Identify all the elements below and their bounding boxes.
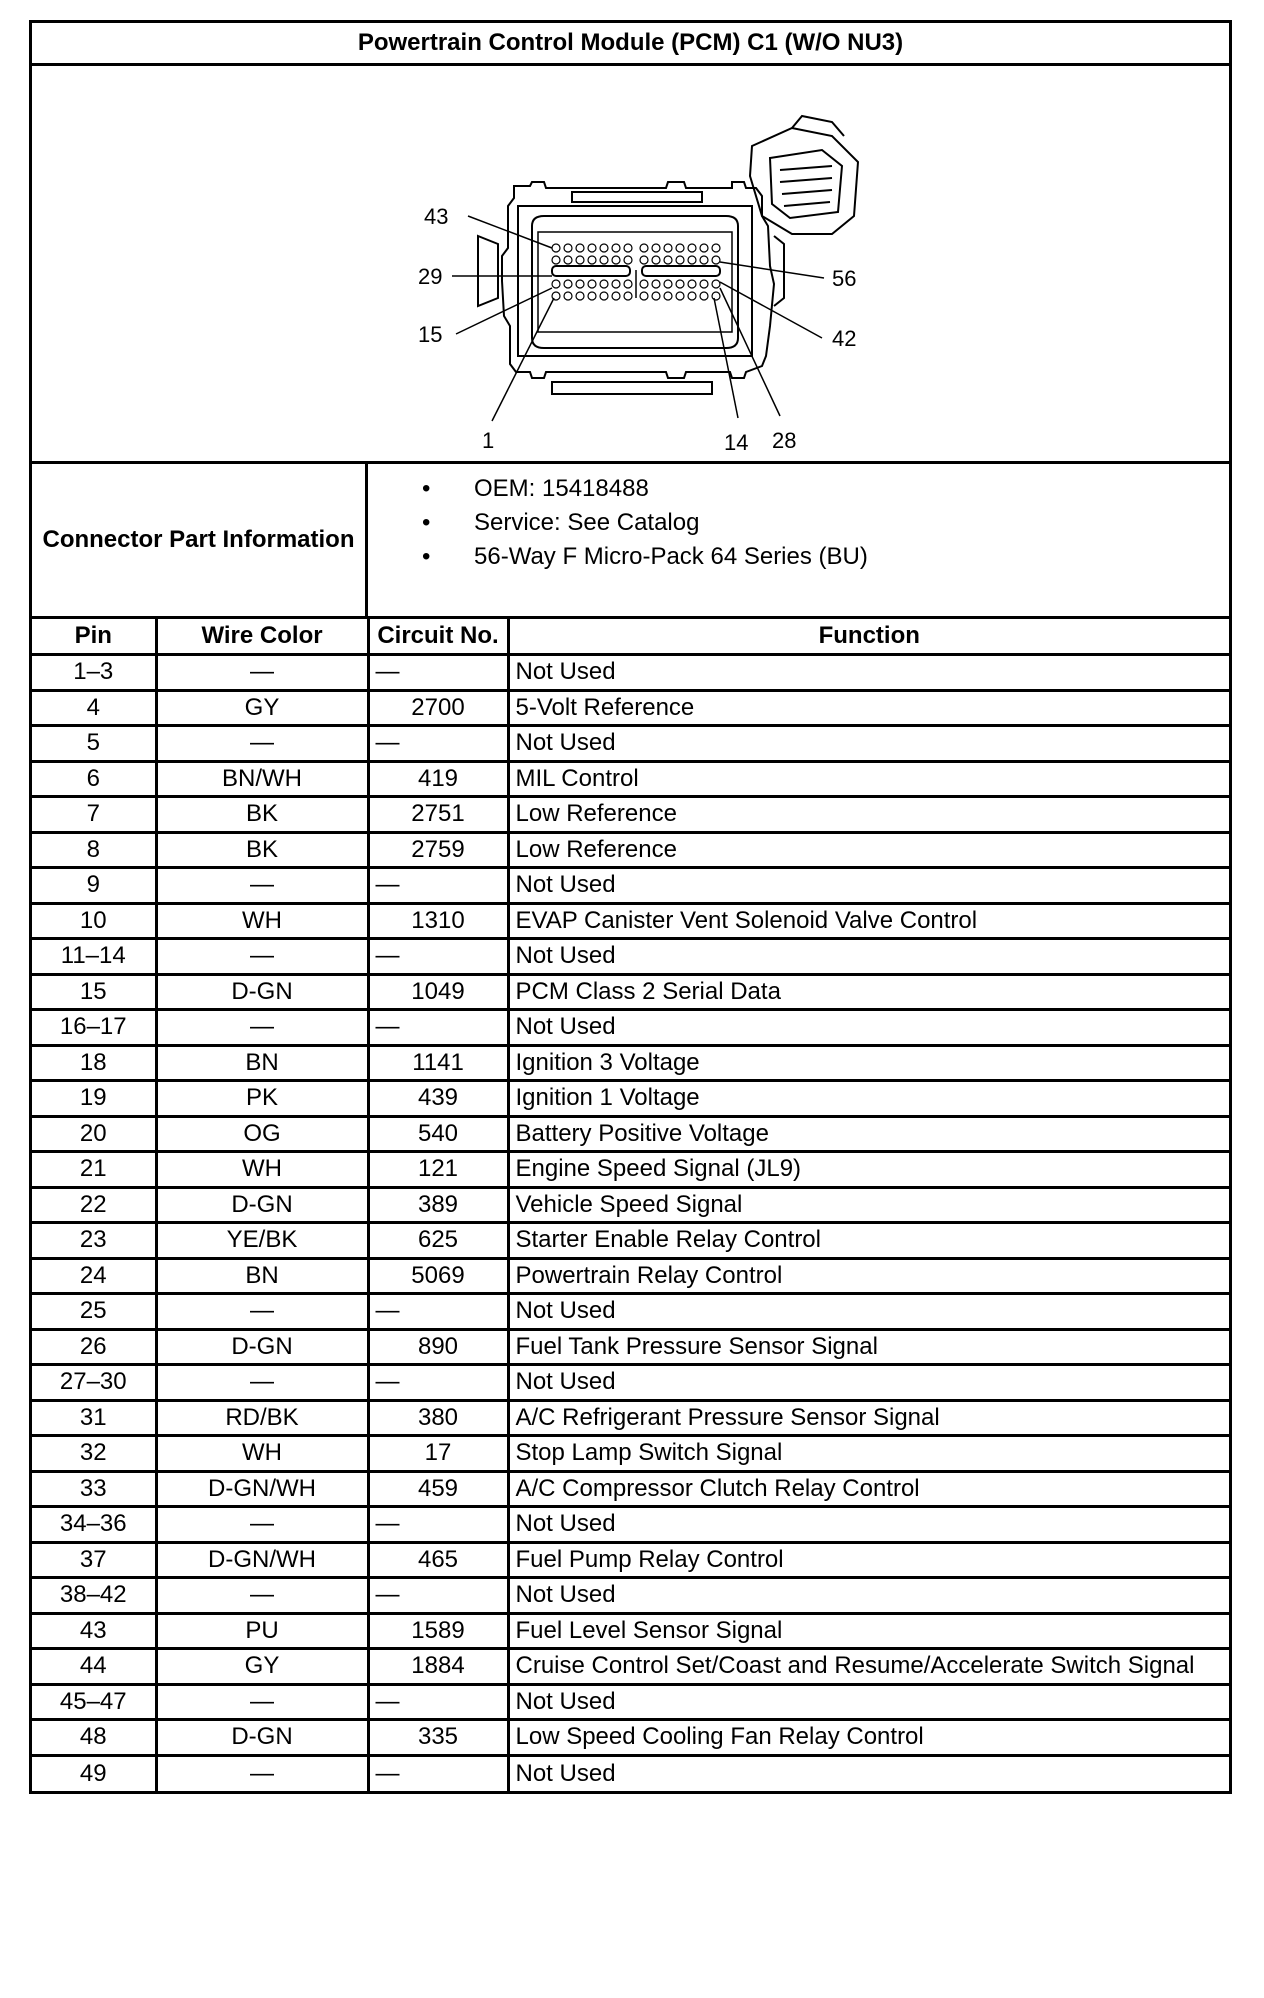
wire-color-cell: D-GN	[156, 1187, 368, 1223]
pin-cell: 7	[32, 797, 156, 833]
circuit-cell: 465	[368, 1542, 508, 1578]
pin-cell: 31	[32, 1400, 156, 1436]
table-row	[32, 868, 1229, 904]
table-row	[32, 1649, 1229, 1685]
table-row	[32, 1720, 1229, 1756]
wire-color-cell: D-GN/WH	[156, 1542, 368, 1578]
function-cell: MIL Control	[508, 761, 1229, 797]
wire-color-cell: D-GN	[156, 1720, 368, 1756]
table-row	[32, 939, 1229, 975]
circuit-cell: 540	[368, 1116, 508, 1152]
wire-color-cell: —	[156, 939, 368, 975]
function-cell: A/C Compressor Clutch Relay Control	[508, 1471, 1229, 1507]
function-cell: Not Used	[508, 1684, 1229, 1720]
function-cell: A/C Refrigerant Pressure Sensor Signal	[508, 1400, 1229, 1436]
table-row	[32, 1507, 1229, 1543]
table-row	[32, 1081, 1229, 1117]
header-function: Function	[508, 619, 1229, 655]
wire-color-cell: —	[156, 1010, 368, 1046]
connector-side-view-icon	[750, 116, 858, 234]
function-cell: PCM Class 2 Serial Data	[508, 974, 1229, 1010]
wire-color-cell: —	[156, 1365, 368, 1401]
wire-color-cell: PK	[156, 1081, 368, 1117]
table-row	[32, 1223, 1229, 1259]
table-row	[32, 1010, 1229, 1046]
wire-color-cell: GY	[156, 690, 368, 726]
function-cell: Not Used	[508, 1294, 1229, 1330]
pin-cell: 22	[32, 1187, 156, 1223]
wire-color-cell: —	[156, 1578, 368, 1614]
table-row	[32, 1045, 1229, 1081]
circuit-cell: 625	[368, 1223, 508, 1259]
wire-color-cell: BN	[156, 1258, 368, 1294]
circuit-cell: 2759	[368, 832, 508, 868]
pin-cell: 45–47	[32, 1684, 156, 1720]
circuit-cell: 5069	[368, 1258, 508, 1294]
wire-color-cell: —	[156, 1755, 368, 1791]
wire-color-cell: D-GN	[156, 974, 368, 1010]
pin-cell: 5	[32, 726, 156, 762]
pin-cell: 11–14	[32, 939, 156, 975]
circuit-cell: —	[368, 868, 508, 904]
table-row	[32, 1116, 1229, 1152]
circuit-cell: 389	[368, 1187, 508, 1223]
pin-cell: 32	[32, 1436, 156, 1472]
circuit-cell: —	[368, 1010, 508, 1046]
circuit-cell: 1884	[368, 1649, 508, 1685]
pin-label-43: 43	[424, 204, 449, 229]
info-item-oem: • OEM: 15418488	[422, 472, 1229, 506]
table-row	[32, 690, 1229, 726]
circuit-cell: 890	[368, 1329, 508, 1365]
connector-diagram	[32, 66, 1229, 464]
header-circuit-no: Circuit No.	[368, 619, 508, 655]
pin-cell: 34–36	[32, 1507, 156, 1543]
circuit-cell: —	[368, 655, 508, 691]
function-cell: Ignition 1 Voltage	[508, 1081, 1229, 1117]
wire-color-cell: BN/WH	[156, 761, 368, 797]
wire-color-cell: YE/BK	[156, 1223, 368, 1259]
pin-cell: 25	[32, 1294, 156, 1330]
wire-color-cell: —	[156, 1684, 368, 1720]
table-row	[32, 1684, 1229, 1720]
pin-cell: 15	[32, 974, 156, 1010]
sheet-title: Powertrain Control Module (PCM) C1 (W/O NU3)	[32, 23, 1229, 66]
table-row	[32, 1400, 1229, 1436]
table-row	[32, 903, 1229, 939]
pin-label-1: 1	[482, 428, 495, 453]
pin-cell: 20	[32, 1116, 156, 1152]
pin-cell: 16–17	[32, 1010, 156, 1046]
pin-cell: 38–42	[32, 1578, 156, 1614]
pin-cell: 23	[32, 1223, 156, 1259]
circuit-cell: —	[368, 1507, 508, 1543]
pin-cell: 4	[32, 690, 156, 726]
function-cell: Not Used	[508, 1507, 1229, 1543]
pin-label-28: 28	[772, 428, 797, 453]
function-cell: Fuel Tank Pressure Sensor Signal	[508, 1329, 1229, 1365]
function-cell: EVAP Canister Vent Solenoid Valve Control	[508, 903, 1229, 939]
circuit-cell: 439	[368, 1081, 508, 1117]
wire-color-cell: —	[156, 655, 368, 691]
info-item-service: • Service: See Catalog	[422, 506, 1229, 540]
wire-color-cell: WH	[156, 903, 368, 939]
circuit-cell: 1141	[368, 1045, 508, 1081]
circuit-cell: 17	[368, 1436, 508, 1472]
function-cell: Not Used	[508, 1578, 1229, 1614]
wire-color-cell: BK	[156, 832, 368, 868]
pin-cell: 8	[32, 832, 156, 868]
pin-cell: 26	[32, 1329, 156, 1365]
wire-color-cell: —	[156, 726, 368, 762]
function-cell: Vehicle Speed Signal	[508, 1187, 1229, 1223]
circuit-cell: —	[368, 1755, 508, 1791]
pin-cell: 27–30	[32, 1365, 156, 1401]
table-header-row	[32, 619, 1229, 655]
wire-color-cell: PU	[156, 1613, 368, 1649]
wire-color-cell: BN	[156, 1045, 368, 1081]
pin-label-56: 56	[832, 266, 857, 291]
pinout-table	[32, 619, 1229, 1791]
pin-label-14: 14	[724, 430, 749, 455]
pin-cell: 9	[32, 868, 156, 904]
function-cell: Low Reference	[508, 797, 1229, 833]
connector-info-label: Connector Part Information	[32, 464, 368, 616]
wire-color-cell: WH	[156, 1436, 368, 1472]
pin-cell: 33	[32, 1471, 156, 1507]
function-cell: Powertrain Relay Control	[508, 1258, 1229, 1294]
circuit-cell: 335	[368, 1720, 508, 1756]
circuit-cell: —	[368, 726, 508, 762]
table-row	[32, 1294, 1229, 1330]
function-cell: Not Used	[508, 939, 1229, 975]
circuit-cell: 1589	[368, 1613, 508, 1649]
table-row	[32, 655, 1229, 691]
circuit-cell: 121	[368, 1152, 508, 1188]
circuit-cell: 419	[368, 761, 508, 797]
wire-color-cell: GY	[156, 1649, 368, 1685]
table-row	[32, 832, 1229, 868]
table-row	[32, 726, 1229, 762]
pin-cell: 18	[32, 1045, 156, 1081]
circuit-cell: —	[368, 1578, 508, 1614]
circuit-cell: —	[368, 1294, 508, 1330]
table-row	[32, 1329, 1229, 1365]
table-row	[32, 1365, 1229, 1401]
wire-color-cell: D-GN	[156, 1329, 368, 1365]
function-cell: 5-Volt Reference	[508, 690, 1229, 726]
circuit-cell: —	[368, 1684, 508, 1720]
function-cell: Low Speed Cooling Fan Relay Control	[508, 1720, 1229, 1756]
header-wire-color: Wire Color	[156, 619, 368, 655]
function-cell: Starter Enable Relay Control	[508, 1223, 1229, 1259]
circuit-cell: 2751	[368, 797, 508, 833]
pin-cell: 24	[32, 1258, 156, 1294]
circuit-cell: —	[368, 939, 508, 975]
connector-info-list	[368, 464, 1229, 616]
table-row	[32, 1187, 1229, 1223]
function-cell: Low Reference	[508, 832, 1229, 868]
wire-color-cell: D-GN/WH	[156, 1471, 368, 1507]
table-row	[32, 797, 1229, 833]
table-row	[32, 1436, 1229, 1472]
function-cell: Not Used	[508, 1755, 1229, 1791]
table-row	[32, 761, 1229, 797]
wire-color-cell: OG	[156, 1116, 368, 1152]
function-cell: Stop Lamp Switch Signal	[508, 1436, 1229, 1472]
table-row	[32, 1613, 1229, 1649]
circuit-cell: 459	[368, 1471, 508, 1507]
wire-color-cell: BK	[156, 797, 368, 833]
table-row	[32, 1755, 1229, 1791]
wire-color-cell: —	[156, 1294, 368, 1330]
wire-color-cell: WH	[156, 1152, 368, 1188]
pin-label-15: 15	[418, 322, 443, 347]
function-cell: Engine Speed Signal (JL9)	[508, 1152, 1229, 1188]
circuit-cell: 2700	[368, 690, 508, 726]
pin-label-42: 42	[832, 326, 857, 351]
pin-cell: 37	[32, 1542, 156, 1578]
pin-cell: 21	[32, 1152, 156, 1188]
function-cell: Battery Positive Voltage	[508, 1116, 1229, 1152]
pin-cell: 6	[32, 761, 156, 797]
function-cell: Not Used	[508, 1365, 1229, 1401]
circuit-cell: —	[368, 1365, 508, 1401]
pin-cell: 48	[32, 1720, 156, 1756]
wire-color-cell: —	[156, 1507, 368, 1543]
pin-label-29: 29	[418, 264, 443, 289]
table-row	[32, 1152, 1229, 1188]
circuit-cell: 1049	[368, 974, 508, 1010]
pin-cell: 10	[32, 903, 156, 939]
function-cell: Not Used	[508, 726, 1229, 762]
pin-cell: 44	[32, 1649, 156, 1685]
table-row	[32, 1471, 1229, 1507]
pin-cell: 43	[32, 1613, 156, 1649]
pin-cell: 49	[32, 1755, 156, 1791]
table-row	[32, 974, 1229, 1010]
wire-color-cell: RD/BK	[156, 1400, 368, 1436]
table-row	[32, 1542, 1229, 1578]
function-cell: Fuel Pump Relay Control	[508, 1542, 1229, 1578]
info-item-type: • 56-Way F Micro-Pack 64 Series (BU)	[422, 540, 1229, 574]
table-row	[32, 1258, 1229, 1294]
function-cell: Cruise Control Set/Coast and Resume/Accelerate Switch Signal	[508, 1649, 1229, 1685]
function-cell: Not Used	[508, 1010, 1229, 1046]
function-cell: Ignition 3 Voltage	[508, 1045, 1229, 1081]
connector-part-information	[32, 464, 1229, 619]
function-cell: Not Used	[508, 655, 1229, 691]
circuit-cell: 1310	[368, 903, 508, 939]
function-cell: Not Used	[508, 868, 1229, 904]
header-pin: Pin	[32, 619, 156, 655]
pin-cell: 1–3	[32, 655, 156, 691]
connector-sheet	[29, 20, 1232, 1794]
pin-cell: 19	[32, 1081, 156, 1117]
function-cell: Fuel Level Sensor Signal	[508, 1613, 1229, 1649]
table-row	[32, 1578, 1229, 1614]
connector-illustration	[32, 66, 1229, 461]
wire-color-cell: —	[156, 868, 368, 904]
connector-face-icon	[478, 182, 784, 394]
circuit-cell: 380	[368, 1400, 508, 1436]
